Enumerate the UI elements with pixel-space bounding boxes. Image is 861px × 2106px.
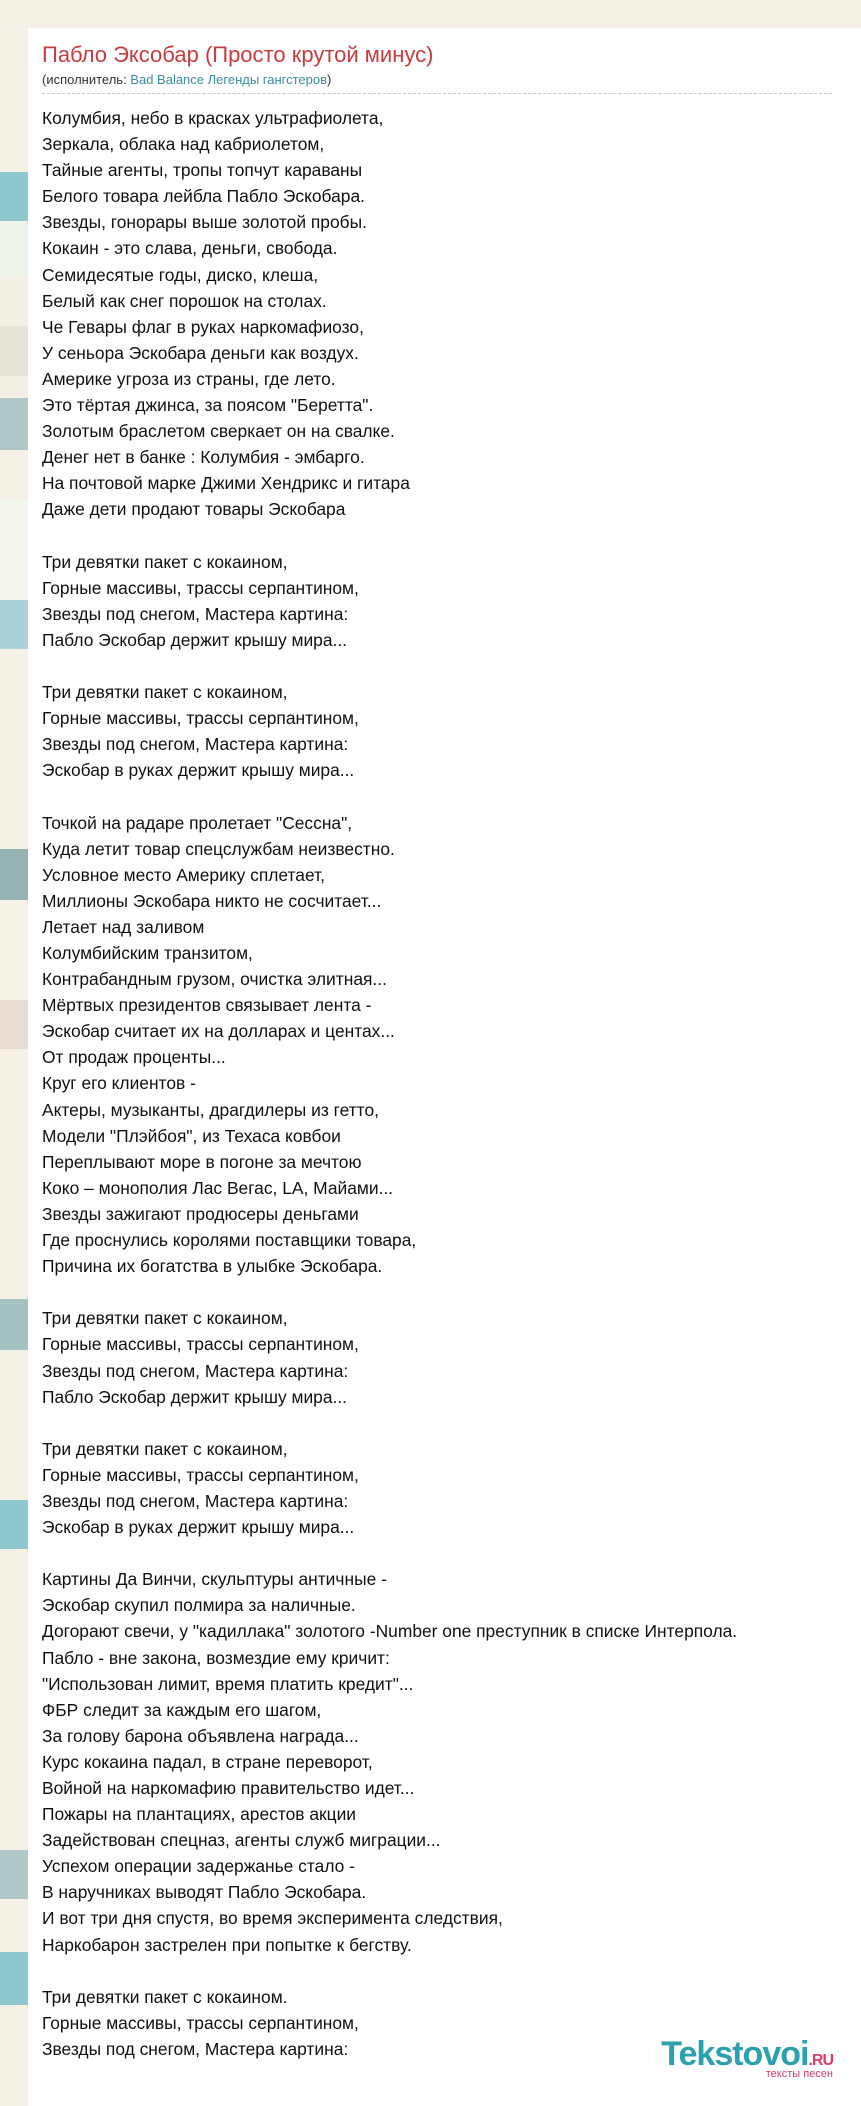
artist-prefix: (исполнитель: xyxy=(42,72,131,87)
artist-suffix: ) xyxy=(327,72,332,87)
song-title: Пабло Эксобар (Просто крутой минус) xyxy=(42,42,434,67)
logo-tld: .RU xyxy=(808,2052,833,2069)
logo-name: Tekstovoi xyxy=(661,2035,809,2073)
lyrics-text: Колумбия, небо в красках ультрафиолета, Зеркала, облака над кабриолетом, Тайные агенты, тропы топчут караваны Белого товара лейбла Пабло Эскобара. Звезды, гонорары выше золотой пробы. Кокаин - это слава, деньги, свобода. Семидесятые годы, диско, клеша, Белый как снег порошок на столах. Че Гевары флаг в руках наркомафиозо, У сеньора Эскобара деньги как воздух. Америке угроза из страны, где лето. Это тёртая джинса, за поясом "Беретта". Золотым браслетом сверкает он на свалке. Денег нет в банке : Колумбия - эмбарго. На почтовой марке Джими Хендрикс и гитара Даже дети продают товары Эскобара Три девятки пакет с кокаином, Горные массивы, трассы серпантином, Звезды под снегом, Мастера картина: Пабло Эскобар держит крышу мира... Три девятки пакет с кокаином, Горные массивы, трассы серпантином, Звезды под снегом, Мастера картина: Эскобар в руках держит крышу мира... Точкой на радаре пролетает "Сессна", Куда летит товар спецслужбам неизвестно. Условное место Америку сплетает, Миллионы Эскобара никто не сосчитает... Летает над заливом Колумбийским транзитом, Контрабандным грузом, очистка элитная... Мёртвых президентов связывает лента - Эскобар считает их на долларах и центах... От продаж проценты... Круг его клиентов - Актеры, музыканты, драгдилеры из гетто, Модели "Плэйбоя", из Техаса ковбои Переплывают море в погоне за мечтою Коко – монополия Лас Вегас, LA, Майами... Звезды зажигают продюсеры деньгами Где проснулись королями поставщики товара, Причина их богатства в улыбке Эскобара. Три девятки пакет с кокаином, Горные массивы, трассы серпантином, Звезды под снегом, Мастера картина: Пабло Эскобар держит крышу мира... Три девятки пакет с кокаином, Горные массивы, трассы серпантином, Звезды под снегом, Мастера картина: Эскобар в руках держит крышу мира... Картины Да Винчи, скульптуры античные - Эскобар скупил полмира за наличные. Догорают свечи, у "кадиллака" золотого -Number one преступник в списке Интерпола. Пабло - вне закона, возмездие ему кричит: "Использован лимит, время платить кредит"... ФБР следит за каждым его шагом, За голову барона объявлена награда... Курс кокаина падал, в стране переворот, Войной на наркомафию правительство идет... Пожары на плантациях, арестов акции Задействован спецназ, агенты служб миграции... Успехом операции задержанье стало - В наручниках выводят Пабло Эскобара. И вот три дня спустя, во время эксперимента следствия, Наркобарон застрелен при попытке к бегству. Три девятки пакет с кокаином. Горные массивы, трассы серпантином, Звезды под снегом, Мастера картина: xyxy=(42,108,738,2059)
lyrics-panel xyxy=(28,28,861,2106)
title-divider xyxy=(42,93,832,94)
artist-link[interactable]: Bad Balance Легенды гангстеров xyxy=(130,72,328,87)
artist-line xyxy=(42,72,331,87)
logo-tagline: тексты песен xyxy=(765,2068,833,2080)
site-logo[interactable] xyxy=(661,2035,833,2080)
